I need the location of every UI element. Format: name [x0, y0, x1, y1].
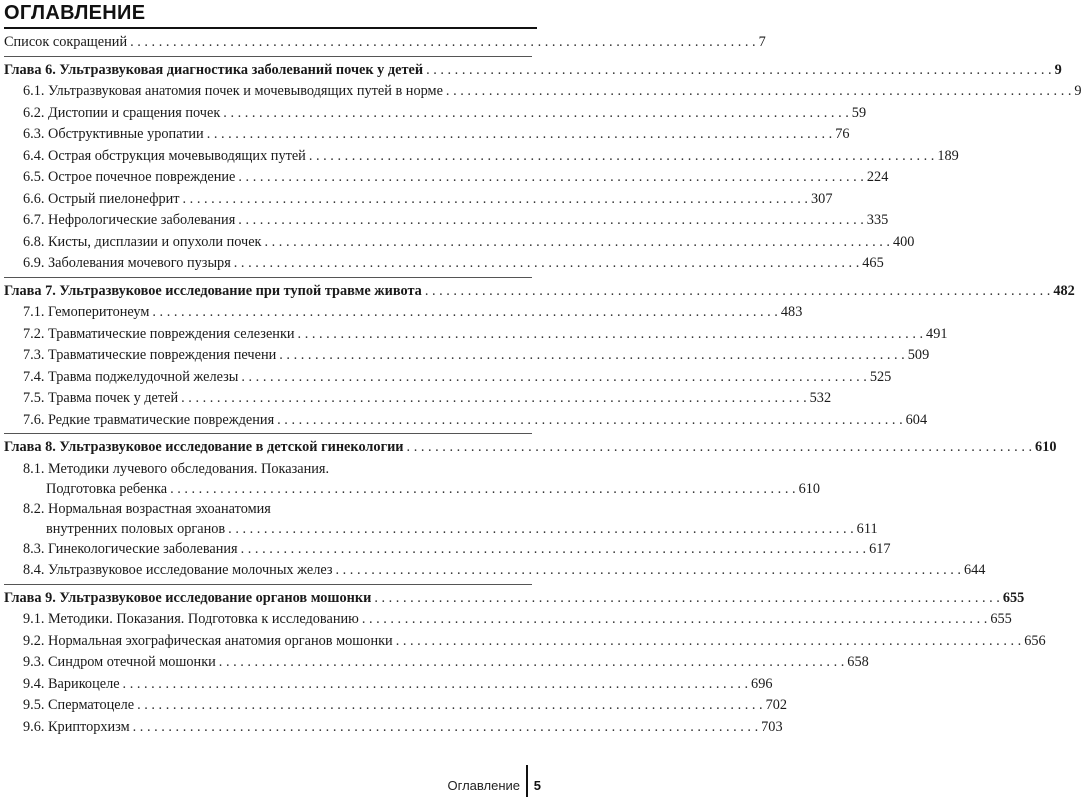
- dot-leader: [277, 410, 903, 432]
- running-footer-label: Оглавление: [447, 778, 520, 793]
- dot-leader: [407, 437, 1033, 459]
- dot-leader: [152, 302, 778, 324]
- toc-entry[interactable]: [4, 388, 832, 410]
- toc-page-number: 491: [926, 325, 948, 342]
- toc-page-number: 703: [761, 718, 783, 735]
- section-divider: [4, 433, 532, 434]
- dot-leader: [265, 232, 891, 254]
- dot-leader: [238, 210, 864, 232]
- toc-page-number: 9: [1054, 61, 1062, 78]
- toc-entry-text: 7.5. Травма почек у детей: [23, 390, 179, 406]
- dot-leader: [207, 124, 833, 146]
- toc-page-number: 658: [847, 654, 869, 670]
- toc-page-number: 7: [758, 34, 766, 50]
- footer-separator: [526, 765, 528, 797]
- toc-page-number: 617: [869, 540, 891, 557]
- toc-entry-text: 6.3. Обструктивные уропатии: [23, 126, 204, 142]
- dot-leader: [298, 324, 924, 346]
- toc-entry[interactable]: [4, 674, 773, 696]
- toc-entry[interactable]: [4, 253, 884, 275]
- dot-leader: [183, 189, 809, 211]
- toc-chapter-6[interactable]: [4, 60, 1062, 82]
- dot-leader: [228, 519, 854, 539]
- toc-entry[interactable]: [4, 609, 1012, 631]
- toc-page-number: 76: [835, 126, 850, 142]
- toc-entry-text: Список сокращений: [4, 34, 128, 50]
- toc-page-number: 189: [937, 147, 959, 164]
- toc-page-number: 610: [798, 480, 821, 497]
- toc-page-number: 702: [765, 697, 788, 713]
- chapter-6-sections: [4, 81, 1082, 275]
- toc-entry-text: 6.4. Острая обструкция мочевыводящих путей: [23, 147, 306, 164]
- toc-page-number: 604: [905, 411, 928, 428]
- toc-entry[interactable]: [4, 210, 889, 232]
- toc-entry[interactable]: [4, 652, 869, 674]
- toc-chapter-7[interactable]: [4, 281, 1075, 303]
- toc-entry[interactable]: [4, 146, 959, 168]
- toc-entry-line2: [23, 479, 821, 499]
- toc-entry[interactable]: [4, 367, 892, 389]
- chapter-title: Глава 7. Ультразвуковое исследование при тупой травме живота: [4, 282, 422, 299]
- dot-leader: [374, 588, 1000, 610]
- toc-entry-text: 6.6. Острый пиелонефрит: [23, 190, 180, 207]
- dot-leader: [241, 367, 867, 389]
- dot-leader: [123, 674, 749, 696]
- section-divider: [4, 56, 532, 57]
- dot-leader: [181, 388, 807, 410]
- toc-entry-text: 6.9. Заболевания мочевого пузыря: [23, 255, 231, 271]
- dot-leader: [241, 539, 867, 561]
- dot-leader: [362, 609, 988, 631]
- toc-entry-text: 9.4. Варикоцеле: [23, 675, 120, 692]
- chapter-9-sections: [4, 609, 1046, 738]
- toc-entry-text: 9.6. Крипторхизм: [23, 718, 130, 735]
- toc-page-number: 509: [907, 347, 930, 363]
- dot-leader: [279, 345, 905, 367]
- toc-entry[interactable]: [4, 410, 928, 432]
- toc-entry-text: 6.1. Ультразвуковая анатомия почек и мочевыводящих путей в норме: [23, 83, 443, 99]
- toc-entry-text: 8.3. Гинекологические заболевания: [23, 540, 238, 557]
- toc-entry-multiline[interactable]: [4, 499, 878, 539]
- toc-page-number: 644: [964, 562, 986, 578]
- toc-page-number: 400: [893, 233, 915, 250]
- toc-entry[interactable]: [4, 124, 850, 146]
- dot-leader: [133, 717, 759, 739]
- chapter-8-sections: [4, 459, 986, 582]
- toc-entry-text: 9.3. Синдром отечной мошонки: [23, 654, 216, 670]
- table-of-contents: [4, 32, 1082, 738]
- toc-page-number: 525: [869, 368, 892, 385]
- toc-page-number: 532: [809, 390, 832, 406]
- toc-page-number: 59: [851, 104, 867, 121]
- toc-page-number: 465: [862, 255, 884, 271]
- toc-entry[interactable]: [4, 232, 915, 254]
- dot-leader: [238, 167, 864, 189]
- toc-entry-text-line2: внутренних половых органов: [46, 520, 226, 537]
- dot-leader: [396, 631, 1022, 653]
- dot-leader: [446, 81, 1072, 103]
- toc-entry-text: 8.4. Ультразвуковое исследование молочных желез: [23, 562, 333, 578]
- title-underline: [4, 27, 537, 29]
- toc-entry[interactable]: [4, 324, 948, 346]
- toc-page-number: 224: [866, 169, 889, 185]
- toc-entry-text-line1: 8.1. Методики лучевого обследования. Показания.: [23, 460, 330, 477]
- toc-entry[interactable]: [4, 189, 833, 211]
- section-divider: [4, 277, 532, 278]
- dot-leader: [219, 652, 845, 674]
- toc-page-number: 483: [780, 304, 803, 320]
- toc-entry-text: 6.5. Острое почечное повреждение: [23, 169, 236, 185]
- toc-page-number: 482: [1053, 282, 1075, 299]
- toc-entry-text: 9.5. Сперматоцеле: [23, 697, 135, 713]
- toc-entry-text: 7.2. Травматические повреждения селезенки: [23, 325, 295, 342]
- dot-leader: [130, 32, 756, 54]
- toc-entry[interactable]: [4, 302, 803, 324]
- toc-page-number: 335: [866, 212, 889, 228]
- toc-entry-text-line1: 8.2. Нормальная возрастная эхоанатомия: [23, 500, 271, 517]
- toc-page-number: 656: [1024, 632, 1046, 649]
- toc-entry[interactable]: [4, 167, 889, 189]
- toc-entry[interactable]: [4, 103, 867, 125]
- dot-leader: [137, 695, 763, 717]
- toc-entry-line2: [23, 519, 878, 539]
- section-divider: [4, 584, 532, 585]
- chapter-title: Глава 8. Ультразвуковое исследование в детской гинекологии: [4, 439, 404, 455]
- toc-entry[interactable]: [4, 81, 1082, 103]
- toc-page-number: 655: [990, 611, 1012, 627]
- page-title: ОГЛАВЛЕНИЕ: [4, 2, 146, 24]
- chapter-title: Глава 6. Ультразвуковая диагностика заболеваний почек у детей: [4, 61, 424, 78]
- toc-page-number: 696: [751, 675, 773, 692]
- toc-entry-text: 6.7. Нефрологические заболевания: [23, 212, 236, 228]
- toc-page-number: 611: [856, 520, 878, 537]
- dot-leader: [223, 103, 849, 125]
- toc-entry[interactable]: [4, 560, 986, 582]
- toc-entry-text: 7.1. Гемоперитонеум: [23, 304, 150, 320]
- dot-leader: [425, 281, 1051, 303]
- toc-entry-text: 7.3. Травматические повреждения печени: [23, 347, 277, 363]
- dot-leader: [234, 253, 860, 275]
- toc-entry-text: 9.1. Методики. Показания. Подготовка к исследованию: [23, 611, 359, 627]
- toc-entry-text: 7.4. Травма поджелудочной железы: [23, 368, 239, 385]
- page-number: 5: [533, 778, 541, 793]
- toc-entry-text: 6.2. Дистопии и сращения почек: [23, 104, 221, 121]
- toc-entry-abbreviations[interactable]: [4, 32, 766, 54]
- toc-entry[interactable]: [4, 717, 783, 739]
- toc-page-number: 307: [811, 190, 833, 207]
- dot-leader: [426, 60, 1052, 82]
- toc-page-number: 9: [1074, 83, 1082, 99]
- toc-chapter-9[interactable]: [4, 588, 1025, 610]
- dot-leader: [309, 146, 935, 168]
- toc-chapter-8[interactable]: [4, 437, 1057, 459]
- toc-entry[interactable]: [4, 539, 891, 561]
- toc-page-number: 655: [1002, 589, 1025, 606]
- toc-page-number: 610: [1035, 439, 1057, 455]
- dot-leader: [336, 560, 962, 582]
- chapter-title: Глава 9. Ультразвуковое исследование органов мошонки: [4, 589, 372, 606]
- toc-entry[interactable]: [4, 631, 1046, 653]
- dot-leader: [170, 479, 796, 499]
- toc-entry-text: 9.2. Нормальная эхографическая анатомия органов мошонки: [23, 632, 393, 649]
- toc-entry-text: 6.8. Кисты, дисплазии и опухоли почек: [23, 233, 262, 250]
- toc-entry-multiline[interactable]: [4, 459, 821, 499]
- toc-entry-text-line2: Подготовка ребенка: [46, 480, 168, 497]
- toc-entry[interactable]: [4, 345, 930, 367]
- toc-entry[interactable]: [4, 695, 788, 717]
- toc-entry-text: 7.6. Редкие травматические повреждения: [23, 411, 275, 428]
- chapter-7-sections: [4, 302, 948, 431]
